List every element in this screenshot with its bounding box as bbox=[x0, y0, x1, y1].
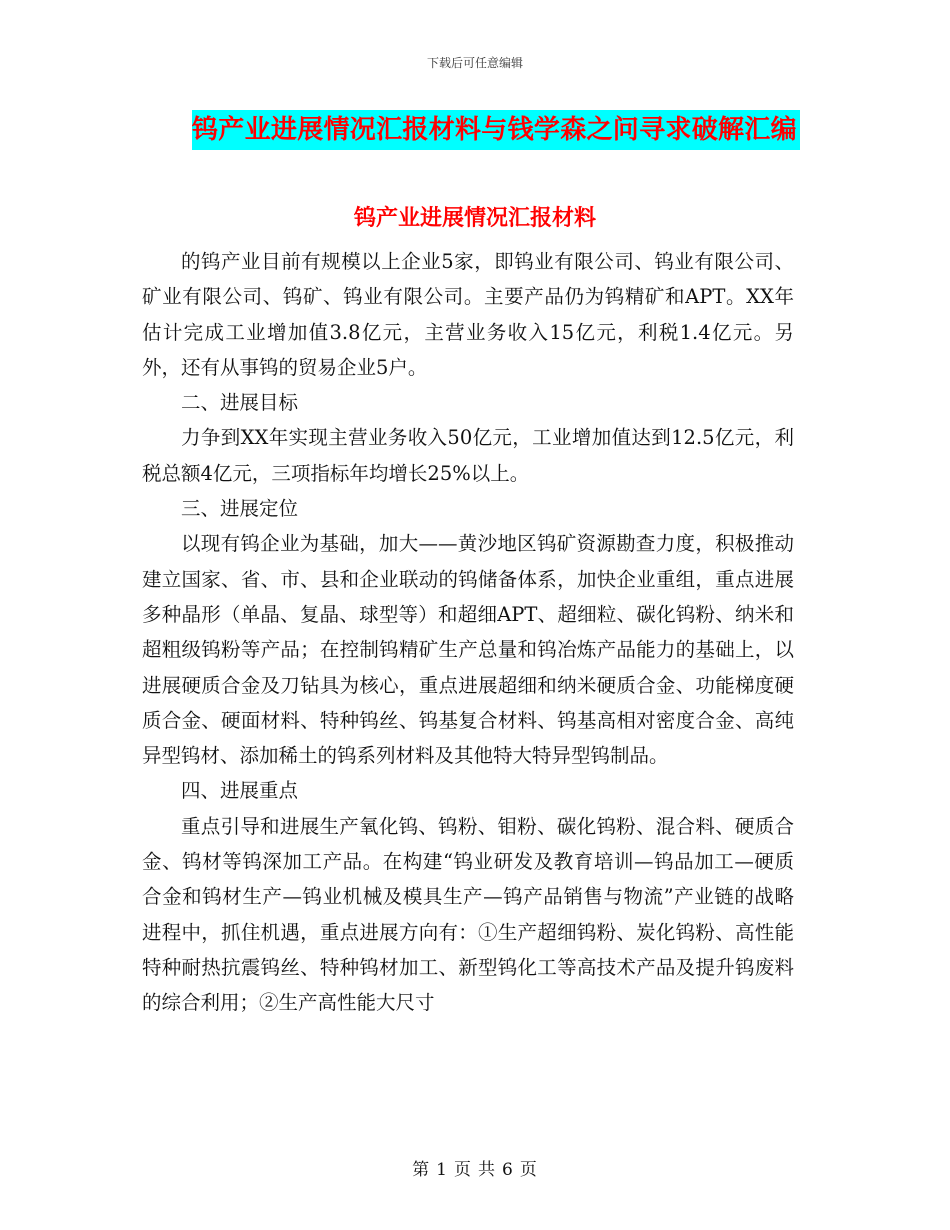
heading-positioning: 三、进展定位 bbox=[181, 497, 299, 521]
paragraph-overview: 的钨产业目前有规模以上企业5家，即钨业有限公司、钨业有限公司、矿业有限公司、钨矿、钨业有限公司。主要产品仍为钨精矿和APT。XX年估计完成工业增加值3.8亿元，主营业务收入15亿元，利税1.4亿元。另外，还有从事钨的贸易企业5户。 bbox=[142, 250, 794, 379]
document-title: 钨产业进展情况汇报材料与钱学森之问寻求破解汇编 bbox=[192, 110, 800, 150]
footer-total-pages: 6 bbox=[502, 1160, 514, 1180]
footer-page-label: 页 bbox=[454, 1160, 472, 1180]
paragraph-goals: 力争到XX年实现主营业务收入50亿元，工业增加值达到12.5亿元，利税总额4亿元，三项指标年均增长25%以上。 bbox=[142, 426, 794, 485]
footer-suffix: 页 bbox=[519, 1160, 538, 1180]
paragraph-focus: 重点引导和进展生产氧化钨、钨粉、钼粉、碳化钨粉、混合料、硬质合金、钨材等钨深加工产品。在构建“钨业研发及教育培训—钨品加工—硬质合金和钨材生产—钨业机械及模具生产—钨产品销售与物流”产业链的战略进程中，抓住机遇，重点进展方向有：①生产超细钨粉、炭化钨粉、高性能特种耐热抗震钨丝、特种钨材加工、新型钨化工等高技术产品及提升钨废料的综合利用；②生产高性能大尺寸 bbox=[142, 814, 794, 1015]
heading-goals: 二、进展目标 bbox=[181, 391, 299, 415]
section-title: 钨产业进展情况汇报材料 bbox=[353, 205, 596, 231]
document-body bbox=[142, 244, 794, 1021]
header-note: 下载后可任意编辑 bbox=[426, 56, 523, 70]
footer-page-number: 1 bbox=[436, 1160, 448, 1180]
heading-focus: 四、进展重点 bbox=[181, 779, 299, 803]
footer-prefix: 第 bbox=[412, 1160, 431, 1180]
paragraph-positioning: 以现有钨企业为基础，加大——黄沙地区钨矿资源勘查力度，积极推动建立国家、省、市、县和企业联动的钨储备体系，加快企业重组，重点进展多种晶形（单晶、复晶、球型等）和超细APT、超细粒、碳化钨粉、纳米和超粗级钨粉等产品；在控制钨精矿生产总量和钨冶炼产品能力的基础上，以进展硬质合金及刀钻具为核心，重点进展超细和纳米硬质合金、功能梯度硬质合金、硬面材料、特种钨丝、钨基复合材料、钨基高相对密度合金、高纯异型钨材、添加稀土的钨系列材料及其他特大特异型钨制品。 bbox=[142, 532, 794, 768]
footer-total-label: 共 bbox=[478, 1160, 496, 1180]
page-footer bbox=[0, 1155, 950, 1180]
